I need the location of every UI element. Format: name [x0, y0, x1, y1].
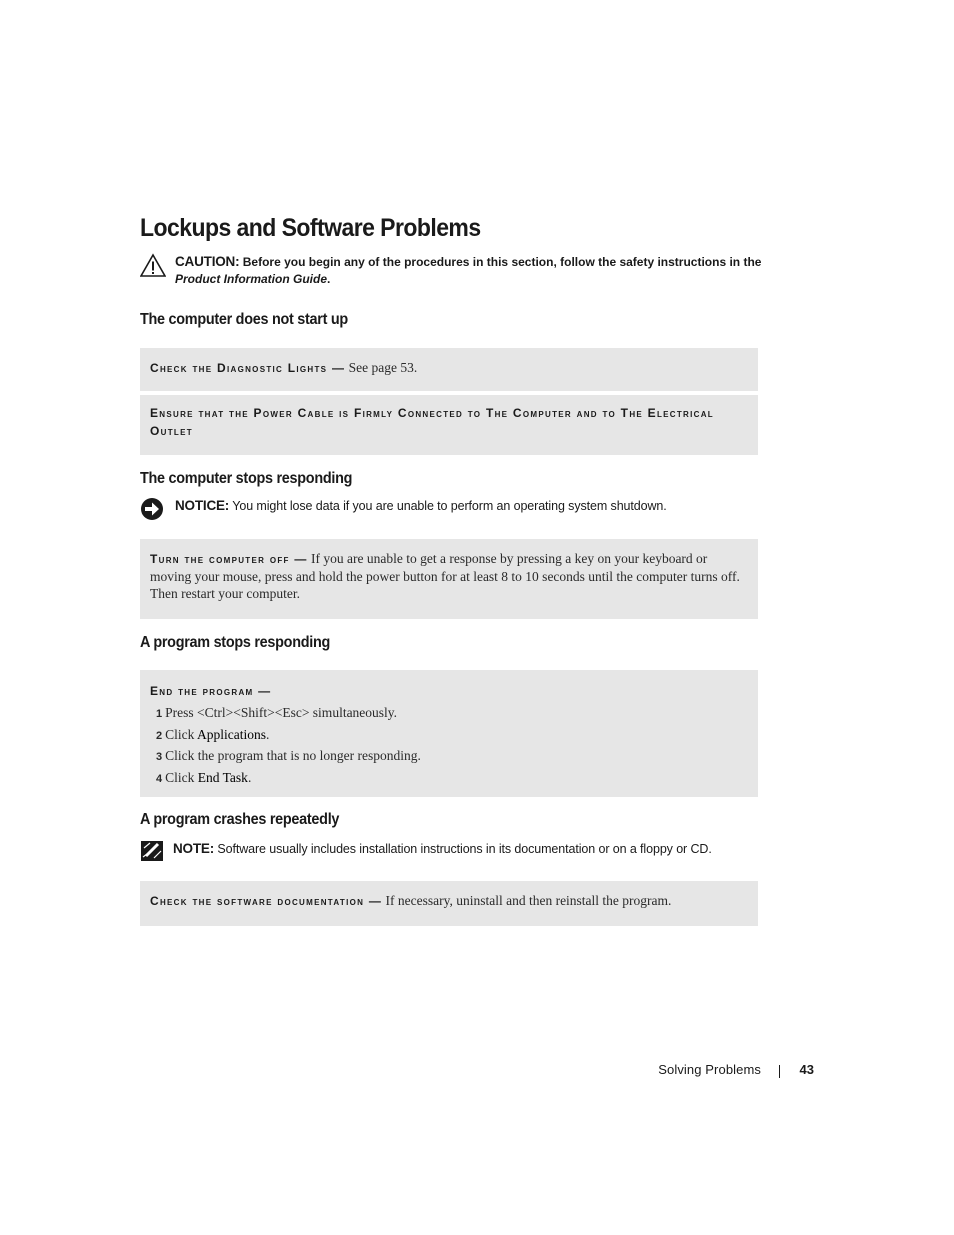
- ensure-power-cable-box: [140, 395, 758, 455]
- note-body: Software usually includes installation instructions in its documentation or on a floppy or CD.: [217, 842, 712, 856]
- step-text-end: .: [247, 769, 252, 785]
- box-body: If necessary, uninstall and then reinstall the program.: [385, 893, 672, 908]
- step-item: [156, 725, 746, 747]
- step-number: 4: [156, 772, 163, 785]
- note-pencil-icon: [140, 840, 166, 866]
- note-text: [173, 840, 765, 858]
- caution-end: .: [327, 272, 331, 286]
- notice-arrow-icon: [140, 497, 166, 523]
- turn-computer-off-box: [140, 539, 758, 619]
- step-item: [156, 746, 746, 768]
- notice-label: NOTICE:: [175, 498, 230, 513]
- step-number: 2: [156, 729, 163, 742]
- step-text: Click the program that is no longer responding.: [165, 748, 421, 763]
- notice-block: [140, 497, 765, 521]
- page-footer: [600, 1062, 814, 1082]
- step-item: [156, 703, 746, 725]
- step-text-end: .: [266, 726, 270, 742]
- page-title: Lockups and Software Problems: [140, 214, 481, 242]
- step-text: Press <Ctrl><Shift><Esc> simultaneously.: [165, 705, 398, 720]
- step-number: 3: [156, 751, 163, 763]
- box-heading: Ensure that the Power Cable is Firmly Connected to The Computer and to The Electrical Outlet: [150, 406, 714, 438]
- step-text: Click: [165, 726, 198, 742]
- step-ui-term: Applications: [197, 726, 267, 742]
- step-text: Click: [165, 769, 198, 785]
- check-software-documentation-box: [140, 881, 758, 926]
- end-program-steps: [156, 703, 746, 789]
- box-body: See page 53.: [348, 360, 418, 375]
- note-label: NOTE:: [173, 841, 214, 856]
- heading-program-crashes-repeatedly: A program crashes repeatedly: [140, 811, 340, 828]
- step-ui-term: End Task: [197, 769, 248, 785]
- box-heading: Check the Diagnostic Lights —: [150, 361, 346, 375]
- footer-separator: [779, 1065, 780, 1078]
- footer-section-title: Solving Problems: [658, 1062, 761, 1077]
- box-heading: Turn the computer off —: [150, 552, 308, 566]
- notice-body: You might lose data if you are unable to perform an operating system shutdown.: [232, 499, 667, 513]
- step-item: [156, 768, 746, 790]
- box-heading: End the program —: [150, 684, 272, 698]
- end-program-box: [140, 670, 758, 797]
- notice-text: [175, 497, 765, 515]
- note-block: [140, 840, 765, 864]
- step-number: 1: [156, 708, 163, 720]
- caution-reference: Product Information Guide: [175, 272, 327, 286]
- box-body: If you are unable to get a response by pressing a key on your keyboard or moving your mouse, press and hold the power button for at least 8 to 10 seconds until the computer turns off. Then restart your computer.: [150, 551, 740, 601]
- caution-label: CAUTION:: [175, 254, 240, 269]
- caution-text: [175, 253, 765, 288]
- check-diagnostic-lights-box: [140, 348, 758, 391]
- warning-triangle-icon: [140, 253, 166, 279]
- caution-block: [140, 253, 765, 293]
- heading-computer-stops-responding: The computer stops responding: [140, 470, 353, 487]
- page-number: 43: [799, 1062, 814, 1077]
- box-heading: Check the software documentation —: [150, 894, 383, 908]
- caution-body: Before you begin any of the procedures in this section, follow the safety instructions in the: [242, 255, 762, 269]
- heading-does-not-start: The computer does not start up: [140, 311, 348, 328]
- heading-program-stops-responding: A program stops responding: [140, 634, 331, 651]
